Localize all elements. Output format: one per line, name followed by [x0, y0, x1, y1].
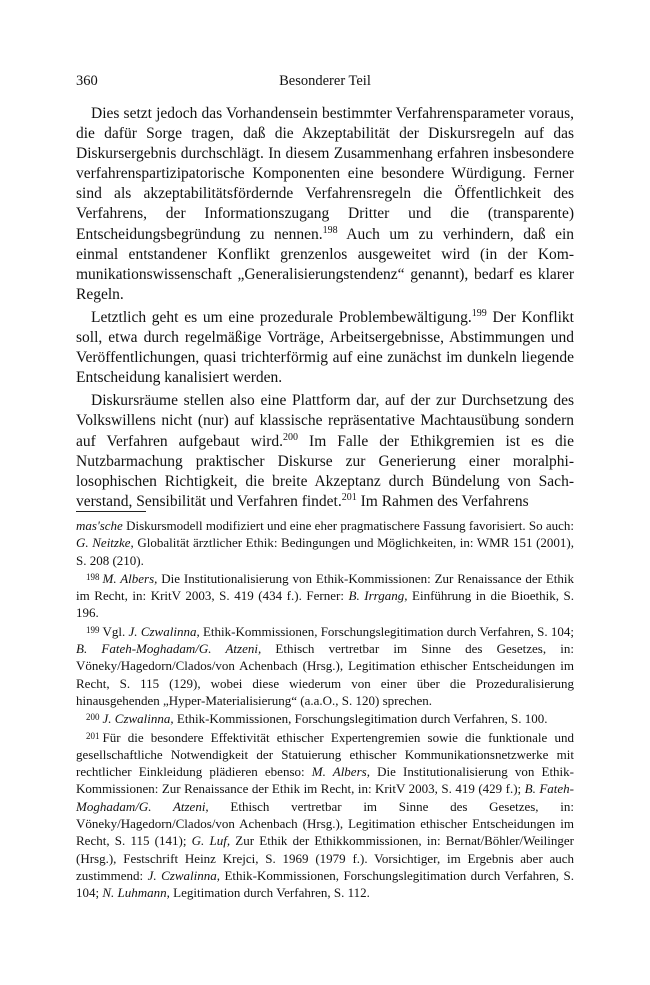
paragraph-2: [76, 308, 574, 388]
paragraph-text: Der Konflikt soll, etwa durch regelmäßige Vorträge, Arbeitsergebnisse, Abstimmungen und Veröffentlichungen, quasi trichterförmig auf eine zunächst im dunkeln liegende Entscheidung kanalisiert werden.: [76, 308, 574, 387]
author-name: J. Czwalinna,: [102, 711, 174, 727]
author-name: J. Czwalinna,: [128, 623, 200, 639]
paragraph-text: Auch um zu verhindern, daß ein einmal entstandener Konflikt grenzenlos ausgeweitet wird (in der Kommunikationswissenschaft „Generalisierungstendenz“ genannt), bedarf es klarer Regeln.: [76, 225, 575, 303]
author-name: B. Fateh-Moghadam/G. Atzeni,: [76, 781, 574, 814]
footnote-text: Zur Ethik der Ethikkommissionen, in: Bernat/Böhler/Weilinger (Hrsg.), Festschrift Heinz Krejci, S. 1969 (1979 f.). Vorsichtiger, im Ergebnis aber auch zustimmend:: [76, 833, 575, 883]
author-name: G. Luf,: [191, 833, 231, 849]
author-name: G. Neitzke,: [76, 535, 134, 551]
footnote-198: [76, 570, 574, 622]
paragraph-text: Im Falle der Ethikgremien ist es die Nutzbarmachung praktischer Diskurse zur Generierung einer moralphilosophischen Richtigkeit, die breite Akzeptanz durch Bündelung von Sachverstand, Sensibilität und Verfahren findet.: [76, 432, 574, 510]
footnotes: [76, 517, 574, 903]
footnote-text: Ethisch vertretbar im Sinne des Gesetzes, in: Vöneky/Hagedorn/Clados/von Achenbach (Hrsg.), Legitimation ethischer Entscheidungen im Recht, S. 115 (129), wobei diese wiederum von einer über die Prozeduralisierung hinausgehenden „Hyper-Materialisierung“ (a.a.O., S. 120) sprechen.: [76, 641, 574, 708]
author-name: B. Fateh-Moghadam/G. Atzeni,: [76, 641, 262, 657]
footnote-number: 201: [86, 730, 100, 741]
footnote-text: Legitimation durch Verfahren, S. 112.: [169, 885, 370, 901]
footnote-text: Diskursmodell modifiziert und eine eher pragmatischere Fassung favorisiert. So auch:: [122, 518, 574, 533]
paragraph-text: Dies setzt jedoch das Vorhandensein bestimmter Verfahrensparameter voraus, die dafür Sorge tragen, daß die Akzeptabilität der Diskursregeln auf das Diskursergebnis durchschlägt. In diesem Zusammenhang erfahren insbesondere verfahrenspartizipatorische Komponenten eine besondere Würdigung. Ferner sind als akzeptabilitätsfördernde Verfahrensregeln die Öffentlichkeit des Verfahrens, der Informationszugang Dritter und die (transparente) Entscheidungsbegründung zu nennen.: [76, 105, 574, 243]
author-name: M. Albers,: [311, 764, 370, 780]
footnote-ref-201[interactable]: 201: [341, 491, 357, 503]
footnote-separator: [76, 511, 146, 512]
footnote-text: Globalität ärztlicher Ethik: Bedingungen und Möglichkeiten, in: WMR 151 (2001), S. 208 (210).: [76, 535, 574, 568]
page-header: [76, 73, 574, 91]
footnote-continuation: [76, 517, 574, 569]
page-number: 360: [76, 73, 98, 89]
footnote-text: Ethisch vertretbar im Sinne des Gesetzes, in: Vöneky/Hagedorn/Clados/von Achenbach (Hrsg.), Legitimation ethischer Entscheidungen im Recht, S. 115 (141);: [76, 798, 574, 849]
author-name: N. Luhmann,: [102, 885, 170, 901]
author-name: M. Albers,: [102, 570, 158, 586]
footnote-201: [76, 729, 574, 902]
footnote-text: Ethik-Kommissionen, Forschungslegitimation durch Verfahren, S. 100.: [173, 711, 548, 727]
footnote-text: Die Institutionalisierung von Ethik-Kommissionen: Zur Renaissance der Ethik im Recht, in: KritV 2003, S. 419 (429 f.);: [76, 764, 574, 797]
body-text: [76, 104, 574, 515]
footnote-text: Für die besondere Effektivität ethischer Expertengremien sowie die funktionale und gesellschaftliche Notwendigkeit der Statuierung ethischer Kommunikationsnetzwerke mit rechtlicher Einkleidung plädieren ebenso:: [76, 729, 574, 780]
footnote-200: [76, 710, 574, 727]
author-name: J. Czwalinna,: [147, 867, 221, 883]
paragraph-text: Letztlich geht es um eine prozedurale Problembewältigung.: [91, 308, 472, 326]
footnote-text: Einführung in die Bioethik, S. 196.: [76, 588, 574, 621]
paragraph-text: Im Rahmen des Verfahrens: [356, 492, 529, 510]
footnote-199: [76, 623, 574, 709]
footnote-text: Die Institutionalisierung von Ethik-Kommissionen: Zur Renaissance der Ethik im Recht, in: KritV 2003, S. 419 (434 f.). Ferner:: [76, 570, 574, 604]
footnote-number: 199: [86, 624, 100, 635]
running-head: Besonderer Teil: [279, 73, 371, 89]
footnote-ref-199[interactable]: 199: [471, 307, 487, 319]
author-name: mas'sche: [76, 518, 123, 533]
footnote-text: Ethik-Kommissionen, Forschungslegitimation durch Verfahren, S. 104;: [199, 623, 574, 639]
footnote-number: 198: [86, 571, 100, 582]
footnote-ref-198[interactable]: 198: [322, 224, 338, 236]
footnote-text: Ethik-Kommissionen, Forschungslegitimation durch Verfahren, S. 104;: [76, 867, 574, 901]
paragraph-1: [76, 104, 574, 305]
paragraph-text: Diskursräume stellen also eine Plattform dar, auf der zur Durchsetzung des Volkswillens nicht (nur) auf klassische repräsentative Machtausübung sondern auf Verfahren aufgebaut wird.: [76, 392, 574, 450]
footnote-number: 200: [86, 712, 100, 723]
footnote-ref-200[interactable]: 200: [283, 431, 299, 443]
author-name: B. Irrgang,: [348, 588, 408, 604]
footnote-text: Vgl.: [102, 623, 129, 639]
paragraph-3: [76, 391, 574, 512]
